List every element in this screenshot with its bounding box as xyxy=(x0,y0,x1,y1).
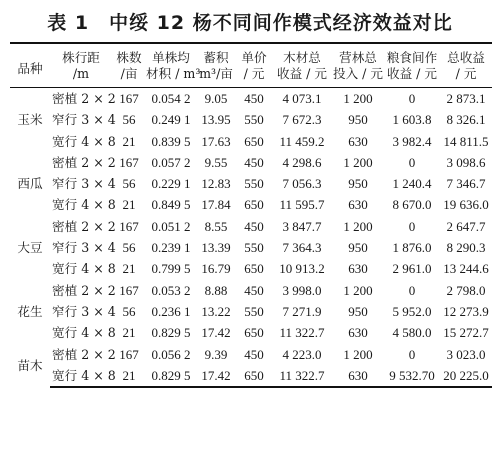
value-cell: 10 913.2 xyxy=(279,261,325,277)
value-cell: 550 xyxy=(244,240,264,256)
value-cell: 11 459.2 xyxy=(279,133,325,149)
header-cell: 粮食间作 xyxy=(384,43,440,66)
value-cell: 1 200 xyxy=(343,282,373,298)
header-row-2 xyxy=(10,66,492,88)
table-row xyxy=(10,344,492,365)
value-cell: 3 023.0 xyxy=(446,346,486,362)
value-cell: 167 xyxy=(119,282,139,298)
value-cell: 8.88 xyxy=(204,282,228,298)
value-cell: 1 200 xyxy=(343,218,373,234)
value-cell: 56 xyxy=(122,303,136,319)
spacing-cell: 密植 2 × 2 xyxy=(52,282,116,298)
value-cell: 550 xyxy=(244,112,264,128)
value-cell: 11 595.7 xyxy=(279,197,325,213)
value-cell: 1 603.8 xyxy=(392,112,432,128)
value-cell: 167 xyxy=(119,218,139,234)
value-cell: 1 200 xyxy=(343,346,373,362)
header-cell: 株数 xyxy=(112,43,146,66)
table-row xyxy=(10,301,492,322)
value-cell: 167 xyxy=(119,154,139,170)
value-cell: 8 290.3 xyxy=(446,240,486,256)
value-cell: 13 244.6 xyxy=(443,261,489,277)
header-cell: 品种 xyxy=(10,43,50,88)
value-cell: 0.051 2 xyxy=(151,218,191,234)
value-cell: 0 xyxy=(408,154,416,170)
value-cell: 450 xyxy=(244,282,264,298)
value-cell: 15 272.7 xyxy=(443,325,489,341)
value-cell: 21 xyxy=(122,133,136,149)
table-row xyxy=(10,322,492,343)
value-cell: 0.239 1 xyxy=(151,240,191,256)
spacing-cell: 宽行 4 × 8 xyxy=(50,365,112,387)
value-cell: 0.829 5 xyxy=(151,325,191,341)
value-cell: 3 098.6 xyxy=(446,154,486,170)
value-cell: 0 xyxy=(408,346,416,362)
value-cell: 0.236 1 xyxy=(151,303,191,319)
value-cell: 2 647.7 xyxy=(446,218,486,234)
spacing-cell: 密植 2 × 2 xyxy=(52,91,116,106)
spacing-cell: 密植 2 × 2 xyxy=(52,154,116,170)
value-cell: 167 xyxy=(119,346,139,362)
value-cell: 0.849 5 xyxy=(151,197,191,213)
value-cell: 0.057 2 xyxy=(151,154,191,170)
value-cell: 56 xyxy=(122,112,136,128)
spacing-cell: 宽行 4 × 8 xyxy=(52,133,116,149)
spacing-cell: 宽行 4 × 8 xyxy=(52,197,116,213)
header-cell: /亩 xyxy=(112,66,146,88)
crop-name-cell: 花生 xyxy=(17,303,43,319)
table-title: 表 1 中绥 12 杨不同间作模式经济效益对比 xyxy=(47,12,453,34)
value-cell: 630 xyxy=(348,133,368,149)
header-cell: 株行距 xyxy=(50,43,112,66)
value-cell: 0.829 5 xyxy=(146,365,196,387)
header-cell: / 元 xyxy=(236,66,272,88)
value-cell: 4 580.0 xyxy=(392,325,432,341)
header-cell: 营林总 xyxy=(332,43,384,66)
value-cell: 3 998.0 xyxy=(282,282,322,298)
table-row xyxy=(10,152,492,173)
header-cell: 单价 xyxy=(236,43,272,66)
value-cell: 21 xyxy=(122,261,136,277)
table-row xyxy=(10,365,492,387)
crop-name-cell: 西瓜 xyxy=(17,176,43,192)
spacing-cell: 窄行 3 × 4 xyxy=(52,176,116,192)
value-cell: 2 873.1 xyxy=(446,91,486,106)
spacing-cell: 密植 2 × 2 xyxy=(52,346,116,362)
value-cell: 7 271.9 xyxy=(282,303,322,319)
header-cell: 单株均 xyxy=(146,43,196,66)
value-cell: 630 xyxy=(348,261,368,277)
value-cell: 450 xyxy=(244,218,264,234)
value-cell: 17.63 xyxy=(201,133,231,149)
value-cell: 1 200 xyxy=(343,91,373,106)
value-cell: 0.053 2 xyxy=(151,282,191,298)
header-cell: 投入 / 元 xyxy=(332,66,384,88)
value-cell: 1 240.4 xyxy=(392,176,432,192)
value-cell: 11 322.7 xyxy=(279,325,325,341)
value-cell: 4 223.0 xyxy=(282,346,322,362)
header-cell: / 元 xyxy=(440,66,492,88)
value-cell: 950 xyxy=(348,240,368,256)
table-row xyxy=(10,88,492,110)
economic-benefit-table xyxy=(10,42,492,388)
value-cell: 8.55 xyxy=(204,218,228,234)
value-cell: 1 200 xyxy=(343,154,373,170)
value-cell: 950 xyxy=(348,176,368,192)
value-cell: 0 xyxy=(408,218,416,234)
value-cell: 630 xyxy=(348,325,368,341)
header-cell: 收益 / 元 xyxy=(384,66,440,88)
value-cell: 650 xyxy=(244,197,264,213)
value-cell: 0.799 5 xyxy=(151,261,191,277)
value-cell: 9.05 xyxy=(204,91,228,106)
header-cell: 材积 / m³ xyxy=(146,66,196,88)
value-cell: 450 xyxy=(244,346,264,362)
value-cell: 2 798.0 xyxy=(446,282,486,298)
value-cell: 0.054 2 xyxy=(151,91,191,106)
spacing-cell: 宽行 4 × 8 xyxy=(52,325,116,341)
value-cell: 13.95 xyxy=(201,112,231,128)
value-cell: 950 xyxy=(348,112,368,128)
value-cell: 0 xyxy=(408,282,416,298)
value-cell: 8 670.0 xyxy=(392,197,432,213)
header-cell: 收益 / 元 xyxy=(272,66,332,88)
value-cell: 7 346.7 xyxy=(446,176,486,192)
value-cell: 450 xyxy=(244,154,264,170)
value-cell: 650 xyxy=(236,365,272,387)
value-cell: 7 672.3 xyxy=(282,112,322,128)
value-cell: 3 847.7 xyxy=(282,218,322,234)
value-cell: 0.249 1 xyxy=(151,112,191,128)
value-cell: 9.39 xyxy=(204,346,228,362)
value-cell: 21 xyxy=(112,365,146,387)
value-cell: 167 xyxy=(119,91,139,106)
value-cell: 13.39 xyxy=(201,240,231,256)
value-cell: 650 xyxy=(244,325,264,341)
value-cell: 1 876.0 xyxy=(392,240,432,256)
value-cell: 12.83 xyxy=(201,176,231,192)
value-cell: 630 xyxy=(348,197,368,213)
header-cell: 蓄积 xyxy=(196,43,236,66)
value-cell: 56 xyxy=(122,176,136,192)
value-cell: 21 xyxy=(122,197,136,213)
value-cell: 19 636.0 xyxy=(443,197,489,213)
header-cell: m³/亩 xyxy=(196,66,236,88)
spacing-cell: 窄行 3 × 4 xyxy=(52,303,116,319)
header-cell: 总收益 xyxy=(440,43,492,66)
value-cell: 550 xyxy=(244,176,264,192)
table-row xyxy=(10,258,492,279)
value-cell: 13.22 xyxy=(201,303,231,319)
value-cell: 21 xyxy=(122,325,136,341)
value-cell: 630 xyxy=(332,365,384,387)
value-cell: 16.79 xyxy=(201,261,231,277)
value-cell: 2 961.0 xyxy=(392,261,432,277)
value-cell: 0.229 1 xyxy=(151,176,191,192)
value-cell: 0.056 2 xyxy=(151,346,191,362)
value-cell: 17.42 xyxy=(201,325,231,341)
value-cell: 8 326.1 xyxy=(446,112,486,128)
value-cell: 5 952.0 xyxy=(392,303,432,319)
value-cell: 7 056.3 xyxy=(282,176,322,192)
value-cell: 550 xyxy=(244,303,264,319)
value-cell: 9 532.70 xyxy=(384,365,440,387)
spacing-cell: 窄行 3 × 4 xyxy=(52,240,116,256)
spacing-cell: 密植 2 × 2 xyxy=(52,218,116,234)
header-cell: /m xyxy=(50,66,112,88)
spacing-cell: 窄行 3 × 4 xyxy=(52,112,116,128)
table-row xyxy=(10,131,492,152)
value-cell: 0 xyxy=(408,91,416,106)
value-cell: 3 982.4 xyxy=(392,133,432,149)
crop-name-cell: 大豆 xyxy=(17,240,43,256)
table-row xyxy=(10,237,492,258)
table-row xyxy=(10,216,492,237)
table-row xyxy=(10,194,492,215)
value-cell: 650 xyxy=(244,133,264,149)
value-cell: 9.55 xyxy=(204,154,228,170)
table-body xyxy=(10,88,492,388)
value-cell: 7 364.3 xyxy=(282,240,322,256)
header-cell: 木材总 xyxy=(272,43,332,66)
table-row xyxy=(10,109,492,130)
crop-name-cell: 苗木 xyxy=(17,357,43,373)
value-cell: 14 811.5 xyxy=(443,133,489,149)
value-cell: 56 xyxy=(122,240,136,256)
value-cell: 20 225.0 xyxy=(440,365,492,387)
value-cell: 450 xyxy=(244,91,264,106)
value-cell: 4 073.1 xyxy=(282,91,322,106)
spacing-cell: 宽行 4 × 8 xyxy=(52,261,116,277)
value-cell: 0.839 5 xyxy=(151,133,191,149)
value-cell: 12 273.9 xyxy=(443,303,489,319)
value-cell: 950 xyxy=(348,303,368,319)
crop-name-cell: 玉米 xyxy=(17,112,43,128)
value-cell: 17.84 xyxy=(201,197,231,213)
value-cell: 650 xyxy=(244,261,264,277)
table-row xyxy=(10,280,492,301)
value-cell: 4 298.6 xyxy=(282,154,322,170)
table-row xyxy=(10,173,492,194)
header-row-1 xyxy=(10,43,492,66)
value-cell: 11 322.7 xyxy=(272,365,332,387)
value-cell: 17.42 xyxy=(196,365,236,387)
